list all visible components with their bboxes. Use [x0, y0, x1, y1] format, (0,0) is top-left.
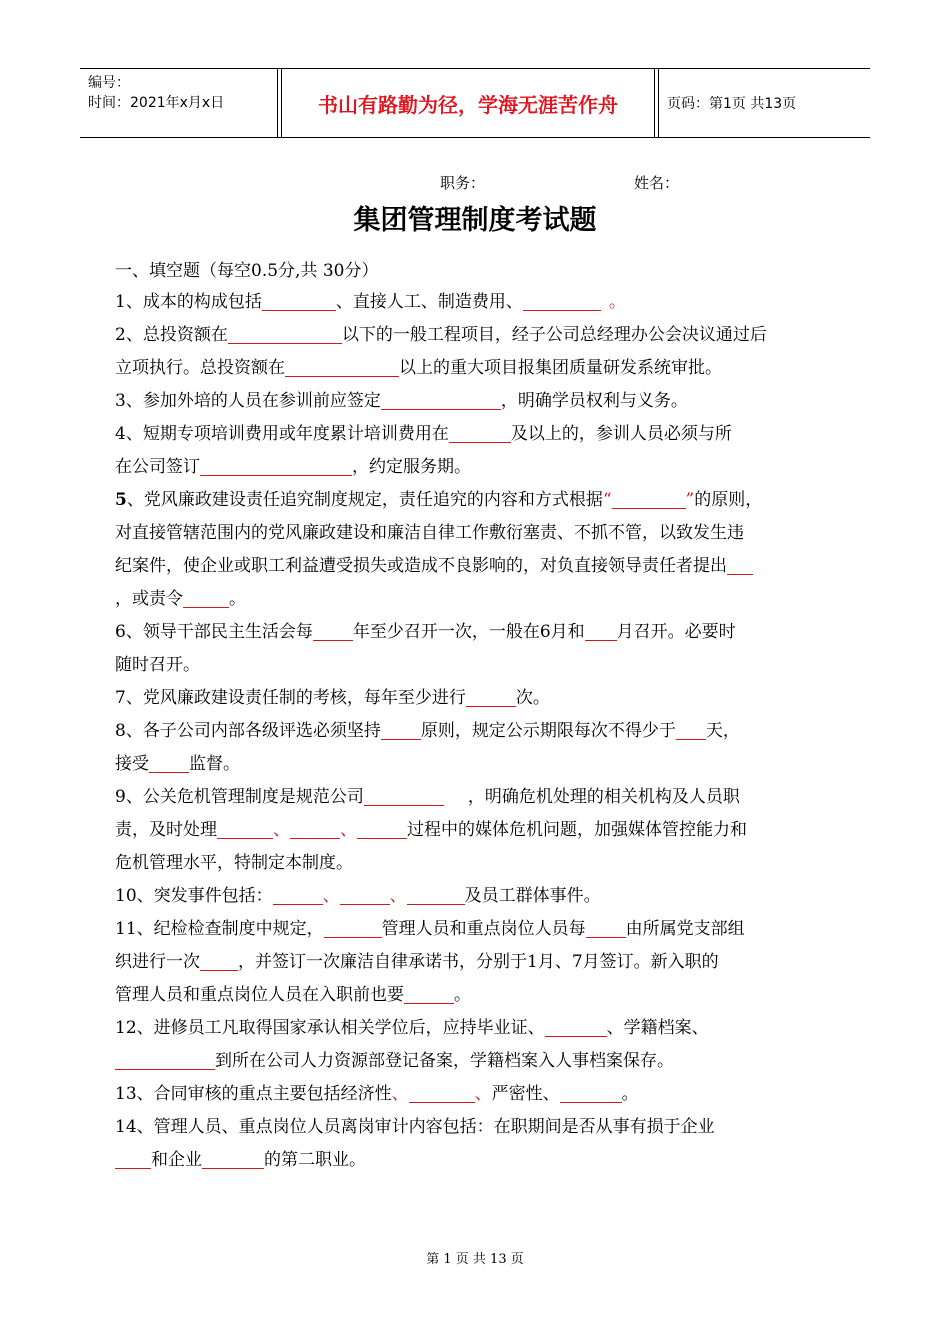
question-12: 12、进修员工凡取得国家承认相关学位后，应持毕业证、 、学籍档案、: [115, 1018, 709, 1038]
number-label: 编号：: [88, 75, 130, 91]
question-9: 9、公关危机管理制度是规范公司 ，明确危机处理的相关机构及人员职: [115, 787, 740, 807]
page-footer: 第 1 页 共 13 页: [426, 1252, 524, 1267]
question-7: 7、党风廉政建设责任制的考核，每年至少进行 次。: [115, 688, 550, 708]
blank[interactable]: [285, 356, 399, 377]
question-11-cont: 管理人员和重点岗位人员在入职前也要 。: [115, 985, 471, 1005]
blank[interactable]: [560, 1082, 622, 1103]
blank[interactable]: [586, 917, 626, 938]
blank[interactable]: [404, 983, 454, 1004]
name-label: 姓名：: [634, 174, 680, 192]
blank[interactable]: [290, 818, 340, 839]
question-9-cont: 责，及时处理 、 、 过程中的媒体危机问题，加强媒体管控能力和: [115, 820, 747, 840]
header-table: [80, 68, 870, 138]
question-8: 8、各子公司内部各级评选必须坚持 原则，规定公示期限每次不得少于 天，: [115, 721, 740, 741]
blank[interactable]: [183, 587, 229, 608]
blank[interactable]: [409, 1082, 475, 1103]
blank[interactable]: [364, 785, 444, 806]
question-5: 5、党风廉政建设责任追究制度规定，责任追究的内容和方式根据“ ”的原则，: [115, 490, 763, 510]
blank[interactable]: [115, 1049, 215, 1070]
question-list: [115, 256, 840, 1177]
blank[interactable]: [523, 290, 601, 311]
question-2-cont: 立项执行。总投资额在 以上的重大项目报集团质量研发系统审批。: [115, 358, 722, 378]
blank[interactable]: [407, 884, 465, 905]
blank[interactable]: [313, 620, 353, 641]
question-10: 10、突发事件包括： 、 、 及员工群体事件。: [115, 886, 601, 906]
question-8-cont: 接受 监督。: [115, 754, 240, 774]
question-12-cont: 到所在公司人力资源部登记备案，学籍档案入人事档案保存。: [115, 1045, 840, 1078]
blank[interactable]: [262, 290, 336, 311]
question-6: 6、领导干部民主生活会每 年至少召开一次，一般在6月和 月召开。必要时: [115, 622, 736, 642]
question-9-cont: 危机管理水平，特制定本制度。: [115, 853, 353, 873]
question-11-cont: 织进行一次 ，并签订一次廉洁自律承诺书，分别于1月、7月签订。新入职的: [115, 952, 719, 972]
position-label: 职务：: [440, 174, 486, 192]
question-14: 14、管理人员、重点岗位人员离岗审计内容包括：在职期间是否从事有损于企业: [115, 1117, 715, 1137]
question-1: 1、成本的构成包括 、直接人工、制造费用、 。: [115, 292, 626, 312]
page-label: 页码：第1页 共13页: [658, 69, 870, 137]
blank[interactable]: [340, 884, 390, 905]
question-14-cont: 和企业 的第二职业。: [115, 1144, 840, 1177]
blank[interactable]: [149, 752, 189, 773]
blank[interactable]: [217, 818, 273, 839]
question-5-cont: 对直接管辖范围内的党风廉政建设和廉洁自律工作敷衍塞责、不抓不管，以致发生违: [115, 523, 744, 543]
question-2: 2、总投资额在 以下的一般工程项目，经子公司总经理办公会决议通过后: [115, 325, 767, 345]
blank[interactable]: [115, 1148, 151, 1169]
blank[interactable]: [612, 488, 686, 509]
question-4-cont: 在公司签订 ，约定服务期。: [115, 457, 471, 477]
question-5-cont: 纪案件，使企业或职工利益遭受损失或造成不良影响的，对负直接领导责任者提出: [115, 550, 840, 583]
blank[interactable]: [381, 389, 501, 410]
question-11: 11、纪检检查制度中规定， 管理人员和重点岗位人员每 由所属党支部组: [115, 919, 745, 939]
page-title: 集团管理制度考试题: [353, 205, 597, 236]
blank[interactable]: [200, 950, 238, 971]
blank[interactable]: [228, 323, 342, 344]
question-4: 4、短期专项培训费用或年度累计培训费用在 及以上的，参训人员必须与所: [115, 424, 732, 444]
section-heading: 一、填空题（每空0.5分,共 30分）: [115, 261, 379, 281]
question-13: 13、合同审核的重点主要包括经济性、 、严密性、 。: [115, 1084, 639, 1104]
blank[interactable]: [381, 719, 421, 740]
question-5-cont: ，或责令 。: [115, 589, 246, 609]
blank[interactable]: [466, 686, 516, 707]
question-3: 3、参加外培的人员在参训前应签定 ，明确学员权利与义务。: [115, 391, 688, 411]
date-label: 时间：2021年x月x日: [88, 95, 225, 111]
blank[interactable]: [727, 554, 753, 575]
blank[interactable]: [676, 719, 706, 740]
blank[interactable]: [273, 884, 323, 905]
blank[interactable]: [200, 455, 352, 476]
blank[interactable]: [324, 917, 382, 938]
blank[interactable]: [202, 1148, 264, 1169]
motto: 书山有路勤为径，学海无涯苦作舟: [281, 69, 655, 137]
blank[interactable]: [357, 818, 407, 839]
blank[interactable]: [545, 1016, 607, 1037]
question-6-cont: 随时召开。: [115, 655, 200, 675]
blank[interactable]: [585, 620, 617, 641]
blank[interactable]: [449, 422, 511, 443]
header-info-cell: [80, 69, 278, 137]
